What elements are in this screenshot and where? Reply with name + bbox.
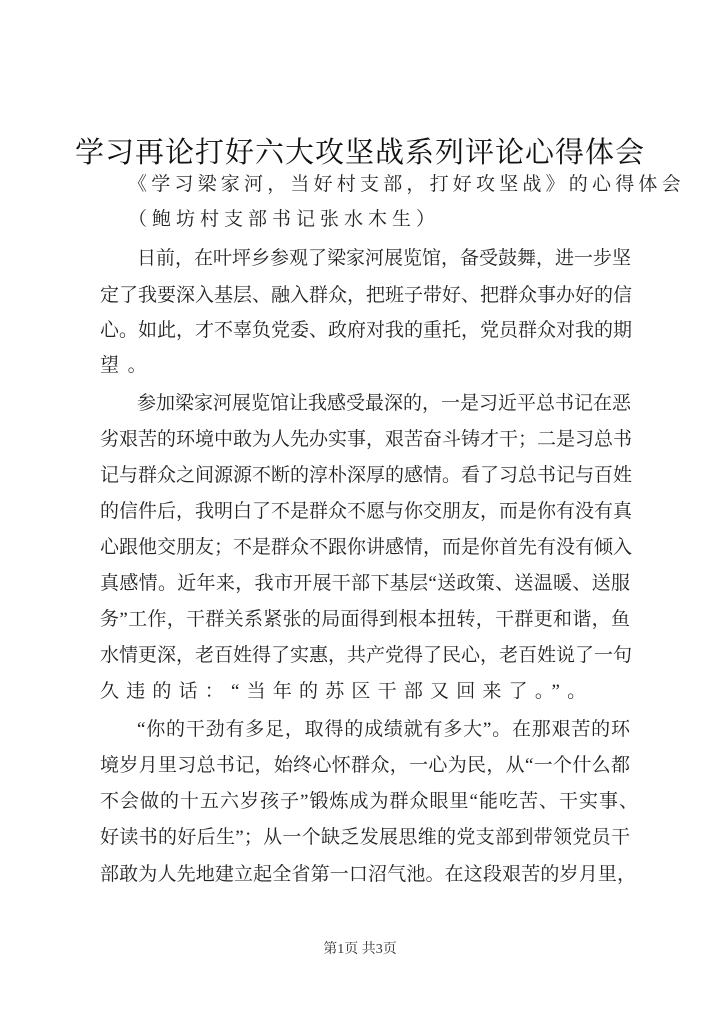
text-line: 记与群众之间源源不断的淳朴深厚的感情。看了习总书记与百姓	[100, 465, 633, 486]
text-line: 劣艰苦的环境中敢为人先办实事，艰苦奋斗铸才干；二是习总书	[100, 429, 633, 450]
text-line: 久违的话：“当年的苏区干部又回来了。”。	[100, 681, 594, 702]
text-line: 务”工作，干群关系紧张的局面得到根本扭转，干群更和谐，鱼	[100, 609, 630, 630]
text-line: 心跟他交朋友；不是群众不跟你讲感情，而是你首先有没有倾入	[100, 537, 633, 558]
text-line: 的信件后，我明白了不是群众不愿与你交朋友，而是你有没有真	[100, 501, 633, 522]
page-number: 第1页 共3页	[323, 942, 397, 957]
text-line: “你的干劲有多足，取得的成绩就有多大”。在那艰苦的环	[137, 719, 630, 740]
document-author: （鲍坊村支部书记张水木生）	[128, 209, 441, 230]
text-line: 不会做的十五六岁孩子”锻炼成为群众眼里“能吃苦、干实事、	[100, 791, 638, 812]
text-line: 境岁月里习总书记，始终心怀群众，一心为民，从“一个什么都	[100, 755, 630, 776]
document-subtitle: 《学习梁家河，当好村支部，打好攻坚战》的心得体会	[128, 174, 685, 195]
text-line: 真感情。近年来，我市开展干部下基层“送政策、送温暖、送服	[100, 573, 630, 594]
text-line: 日前，在叶坪乡参观了梁家河展览馆，备受鼓舞，进一步坚	[137, 248, 632, 269]
text-line: 望。	[100, 355, 156, 376]
text-line: 好读书的好后生”；从一个缺乏发展思维的党支部到带领党员干	[100, 827, 630, 848]
document-title: 学习再论打好六大攻坚战系列评论心得体会	[74, 137, 645, 169]
text-line: 定了我要深入基层、融入群众，把班子带好、把群众事办好的信	[100, 285, 633, 306]
text-line: 心。如此，才不辜负党委、政府对我的重托，党员群众对我的期	[100, 320, 633, 341]
text-line: 水情更深，老百姓得了实惠，共产党得了民心，老百姓说了一句	[100, 645, 633, 666]
text-line: 部敢为人先地建立起全省第一口沼气池。在这段艰苦的岁月里，	[100, 864, 636, 885]
text-line: 参加梁家河展览馆让我感受最深的，一是习近平总书记在恶	[137, 393, 632, 414]
